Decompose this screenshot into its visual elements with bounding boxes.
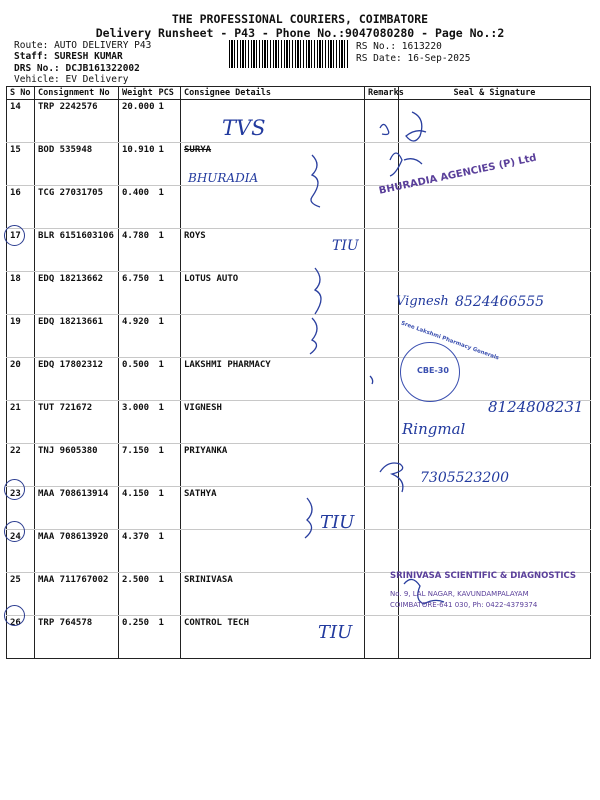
row-consignment-no: TCG 27031705: [35, 186, 119, 229]
row-weight: 4.920: [119, 315, 156, 358]
row-consignee: CONTROL TECH: [181, 616, 365, 659]
row-weight: 7.150: [119, 444, 156, 487]
col-seal: Seal & Signature: [399, 87, 591, 100]
row-pcs: 1: [156, 186, 181, 229]
circle-sno-17: [4, 225, 25, 246]
handwritten-phone-2: 8124808231: [488, 398, 584, 416]
row-weight: 4.370: [119, 530, 156, 573]
row-sno: 24: [7, 530, 35, 573]
staff-value: SURESH KUMAR: [54, 51, 123, 62]
row-sno: 14: [7, 100, 35, 143]
row-pcs: 1: [156, 401, 181, 444]
row-consignment-no: TNJ 9605380: [35, 444, 119, 487]
row-pcs: 1: [156, 315, 181, 358]
row-consignment-no: EDQ 18213662: [35, 272, 119, 315]
row-consignee: PRIYANKA: [181, 444, 365, 487]
stamp-srinivasa-line2: No. 9, LAL NAGAR, KAVUNDAMPALAYAM: [390, 590, 529, 598]
row-consignee: ROYS: [181, 229, 365, 272]
row-consignment-no: BLR 6151603106: [35, 229, 119, 272]
row-pcs: 1: [156, 530, 181, 573]
circle-sno-26: [4, 605, 25, 626]
squiggle-row23: [305, 498, 312, 538]
row-weight: 6.750: [119, 272, 156, 315]
row-consignee: LAKSHMI PHARMACY: [181, 358, 365, 401]
row-sno: 20: [7, 358, 35, 401]
row-weight: 20.000: [119, 100, 156, 143]
drs-value: DCJB161322002: [65, 63, 140, 74]
vehicle-label: Vehicle:: [14, 74, 60, 85]
circle-sno-23: [4, 479, 25, 500]
runsheet-title: Delivery Runsheet - P43 - Phone No.:9047080280 - Page No.:2: [95, 26, 505, 40]
sig-row15: [390, 153, 422, 176]
row-pcs: 1: [156, 272, 181, 315]
squiggle-row15: [311, 155, 320, 207]
row-sno: 15: [7, 143, 35, 186]
row-consignee: SURYA: [181, 143, 365, 186]
handwritten-vignesh-sign: Vignesh: [396, 294, 449, 309]
handwritten-bhuradia: BHURADIA: [188, 171, 259, 185]
row-sno: 23: [7, 487, 35, 530]
row-sno: 22: [7, 444, 35, 487]
staff-label: Staff:: [14, 51, 49, 62]
stamp-bhuradia: BHURADIA AGENCIES (P) Ltd: [378, 152, 538, 197]
row-weight: 3.000: [119, 401, 156, 444]
row-consignment-no: TRP 2242576: [35, 100, 119, 143]
row-consignment-no: MAA 708613920: [35, 530, 119, 573]
row-weight: 4.150: [119, 487, 156, 530]
row-sno: 19: [7, 315, 35, 358]
row-consignment-no: BOD 535948: [35, 143, 119, 186]
row-consignment-no: TUT 721672: [35, 401, 119, 444]
row-pcs: 1: [156, 573, 181, 616]
row-pcs: 1: [156, 616, 181, 659]
row-sno: 18: [7, 272, 35, 315]
row-consignment-no: MAA 711767002: [35, 573, 119, 616]
row-consignment-no: EDQ 17802312: [35, 358, 119, 401]
row-weight: 2.500: [119, 573, 156, 616]
drs-label: DRS No.:: [14, 63, 60, 74]
row-pcs: 1: [156, 444, 181, 487]
route-value: AUTO DELIVERY P43: [54, 40, 152, 51]
rs-no-value: 1613220: [401, 41, 442, 52]
col-consignment: Consignment No: [35, 87, 119, 100]
handwritten-phone-3: 7305523200: [420, 470, 510, 486]
row-pcs: 1: [156, 143, 181, 186]
row-pcs: 1: [156, 229, 181, 272]
row-sno: 16: [7, 186, 35, 229]
row-consignee: SRINIVASA: [181, 573, 365, 616]
col-remarks: Remarks: [365, 87, 399, 100]
sig-row14-a: [380, 124, 389, 134]
stamp-sree-lakshmi-center: CBE-30: [417, 366, 449, 375]
stamp-srinivasa-line3: COIMBATORE-641 030, Ph: 0422-4379374: [390, 601, 538, 609]
row-weight: 0.400: [119, 186, 156, 229]
row-sno: 26: [7, 616, 35, 659]
handwritten-ringmal-sign: Ringmal: [402, 420, 466, 438]
row-consignment-no: TRP 764578: [35, 616, 119, 659]
row-weight: 10.910: [119, 143, 156, 186]
handwritten-tiu-3: TIU: [318, 622, 353, 643]
row-consignee: SATHYA: [181, 487, 365, 530]
col-sno: S No: [7, 87, 35, 100]
stamp-srinivasa-line1: SRINIVASA SCIENTIFIC & DIAGNOSTICS: [390, 571, 576, 581]
squiggle-row18: [315, 268, 321, 314]
row-consignee: LOTUS AUTO: [181, 272, 365, 315]
row-pcs: 1: [156, 358, 181, 401]
squiggle-row19: [310, 318, 317, 354]
row-sno: 17: [7, 229, 35, 272]
row-weight: 4.780: [119, 229, 156, 272]
stamp-sree-lakshmi-ring-text: Sree Lakshmi Pharmacy Generals: [400, 320, 500, 362]
sig-row22: [380, 463, 403, 492]
company-name: THE PROFESSIONAL COURIERS, COIMBATORE: [171, 12, 429, 26]
handwritten-tiu-2: TIU: [320, 512, 355, 533]
row-weight: 0.250: [119, 616, 156, 659]
row-consignment-no: EDQ 18213661: [35, 315, 119, 358]
row-weight: 0.500: [119, 358, 156, 401]
vehicle-value: EV Delivery: [65, 74, 129, 85]
col-weight: Weight: [119, 87, 156, 100]
rs-date-value: 16-Sep-2025: [407, 53, 471, 64]
handwritten-tiu-1: TIU: [332, 238, 359, 254]
row-consignment-no: MAA 708613914: [35, 487, 119, 530]
rs-no-label: RS No.:: [356, 41, 397, 52]
row-pcs: 1: [156, 100, 181, 143]
route-label: Route:: [14, 40, 49, 51]
row-consignee: VIGNESH: [181, 401, 365, 444]
handwritten-tvs: TVS: [222, 116, 266, 140]
row-sno: 25: [7, 573, 35, 616]
mark-row20: [370, 376, 373, 384]
row-sno: 21: [7, 401, 35, 444]
circle-sno-24: [4, 521, 25, 542]
rs-date-label: RS Date:: [356, 53, 402, 64]
row-pcs: 1: [156, 487, 181, 530]
col-pcs: PCS: [156, 87, 181, 100]
handwritten-phone-1: 8524466555: [455, 294, 545, 310]
col-consignee: Consignee Details: [181, 87, 365, 100]
sig-row14-b: [406, 112, 426, 141]
